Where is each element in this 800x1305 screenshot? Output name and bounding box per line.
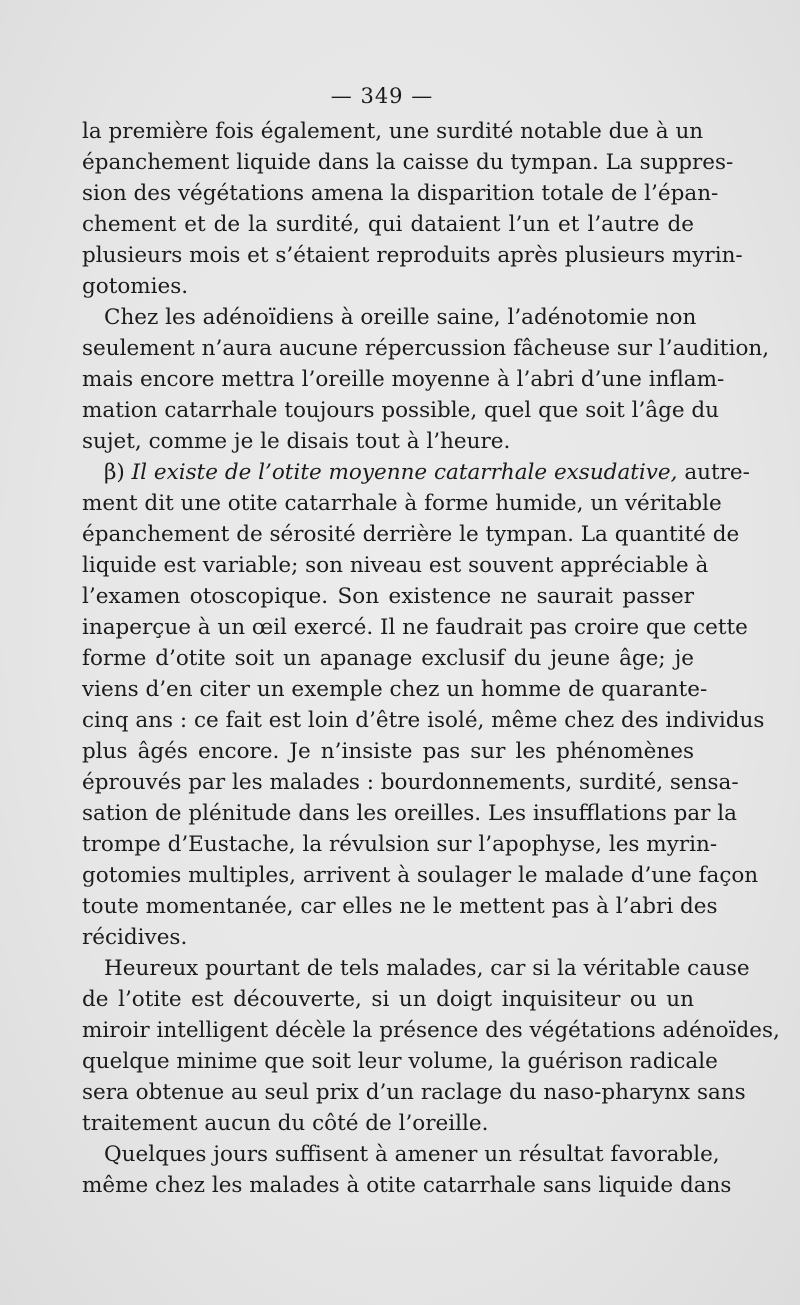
text-line: sation de plénitude dans les oreilles. Les insufflations par la bbox=[82, 801, 737, 826]
text-line-lead bbox=[82, 457, 750, 488]
lead-rest: autre- bbox=[677, 460, 750, 485]
text-line: l’examen otoscopique. Son existence ne saurait passer bbox=[82, 584, 694, 609]
text-line: cinq ans : ce fait est loin d’être isolé, même chez des individus bbox=[82, 708, 765, 733]
page-number: — 349 — bbox=[330, 84, 434, 108]
list-marker: β) bbox=[104, 460, 125, 485]
italic-heading: Il existe de l’otite moyenne catarrhale exsudative, bbox=[131, 460, 678, 485]
text-line: sion des végétations amena la disparition totale de l’épan- bbox=[82, 181, 719, 206]
text-line: la première fois également, une surdité notable due à un bbox=[82, 119, 704, 144]
paragraph bbox=[82, 953, 780, 1139]
text-line: miroir intelligent décèle la présence des végétations adénoïdes, bbox=[82, 1018, 780, 1043]
text-line: traitement aucun du côté de l’oreille. bbox=[82, 1111, 489, 1136]
text-line: toute momentanée, car elles ne le mettent pas à l’abri des bbox=[82, 894, 718, 919]
text-line: gotomies multiples, arrivent à soulager le malade d’une façon bbox=[82, 863, 759, 888]
text-line: sujet, comme je le disais tout à l’heure. bbox=[82, 429, 511, 454]
text-line: Heureux pourtant de tels malades, car si la véritable cause bbox=[104, 956, 750, 981]
text-line: épanchement de sérosité derrière le tympan. La quantité de bbox=[82, 522, 740, 547]
text-line: sera obtenue au seul prix d’un raclage du naso-pharynx sans bbox=[82, 1080, 746, 1105]
text-line: de l’otite est découverte, si un doigt inquisiteur ou un bbox=[82, 987, 694, 1012]
text-line: seulement n’aura aucune répercussion fâcheuse sur l’audition, bbox=[82, 336, 770, 361]
text-line: ment dit une otite catarrhale à forme humide, un véritable bbox=[82, 491, 722, 516]
text-line: épanchement liquide dans la caisse du tympan. La suppres- bbox=[82, 150, 734, 175]
text-line: plus âgés encore. Je n’insiste pas sur les phénomènes bbox=[82, 739, 694, 764]
text-line: même chez les malades à otite catarrhale sans liquide dans bbox=[82, 1173, 732, 1198]
text-line: mais encore mettra l’oreille moyenne à l’abri d’une inflam- bbox=[82, 367, 725, 392]
text-line: chement et de la surdité, qui dataient l’un et l’autre de bbox=[82, 212, 694, 237]
text-line: liquide est variable; son niveau est souvent appréciable à bbox=[82, 553, 709, 578]
text-line: quelque minime que soit leur volume, la guérison radicale bbox=[82, 1049, 718, 1074]
text-line: mation catarrhale toujours possible, quel que soit l’âge du bbox=[82, 398, 720, 423]
text-line: viens d’en citer un exemple chez un homme de quarante- bbox=[82, 677, 708, 702]
paragraph bbox=[82, 302, 770, 457]
text-line: Quelques jours suffisent à amener un résultat favorable, bbox=[104, 1142, 720, 1167]
text-line: Chez les adénoïdiens à oreille saine, l’adénotomie non bbox=[104, 305, 697, 330]
text-line: inaperçue à un œil exercé. Il ne faudrait pas croire que cette bbox=[82, 615, 748, 640]
paragraph bbox=[82, 457, 765, 953]
text-line: trompe d’Eustache, la révulsion sur l’apophyse, les myrin- bbox=[82, 832, 718, 857]
paragraph bbox=[82, 1139, 732, 1201]
body-text bbox=[82, 116, 780, 1201]
text-line: plusieurs mois et s’étaient reproduits après plusieurs myrin- bbox=[82, 243, 743, 268]
paragraph bbox=[82, 116, 743, 302]
text-line: gotomies. bbox=[82, 274, 189, 299]
text-line: éprouvés par les malades : bourdonnements, surdité, sensa- bbox=[82, 770, 739, 795]
text-line: forme d’otite soit un apanage exclusif du jeune âge; je bbox=[82, 646, 694, 671]
text-line: récidives. bbox=[82, 925, 188, 950]
